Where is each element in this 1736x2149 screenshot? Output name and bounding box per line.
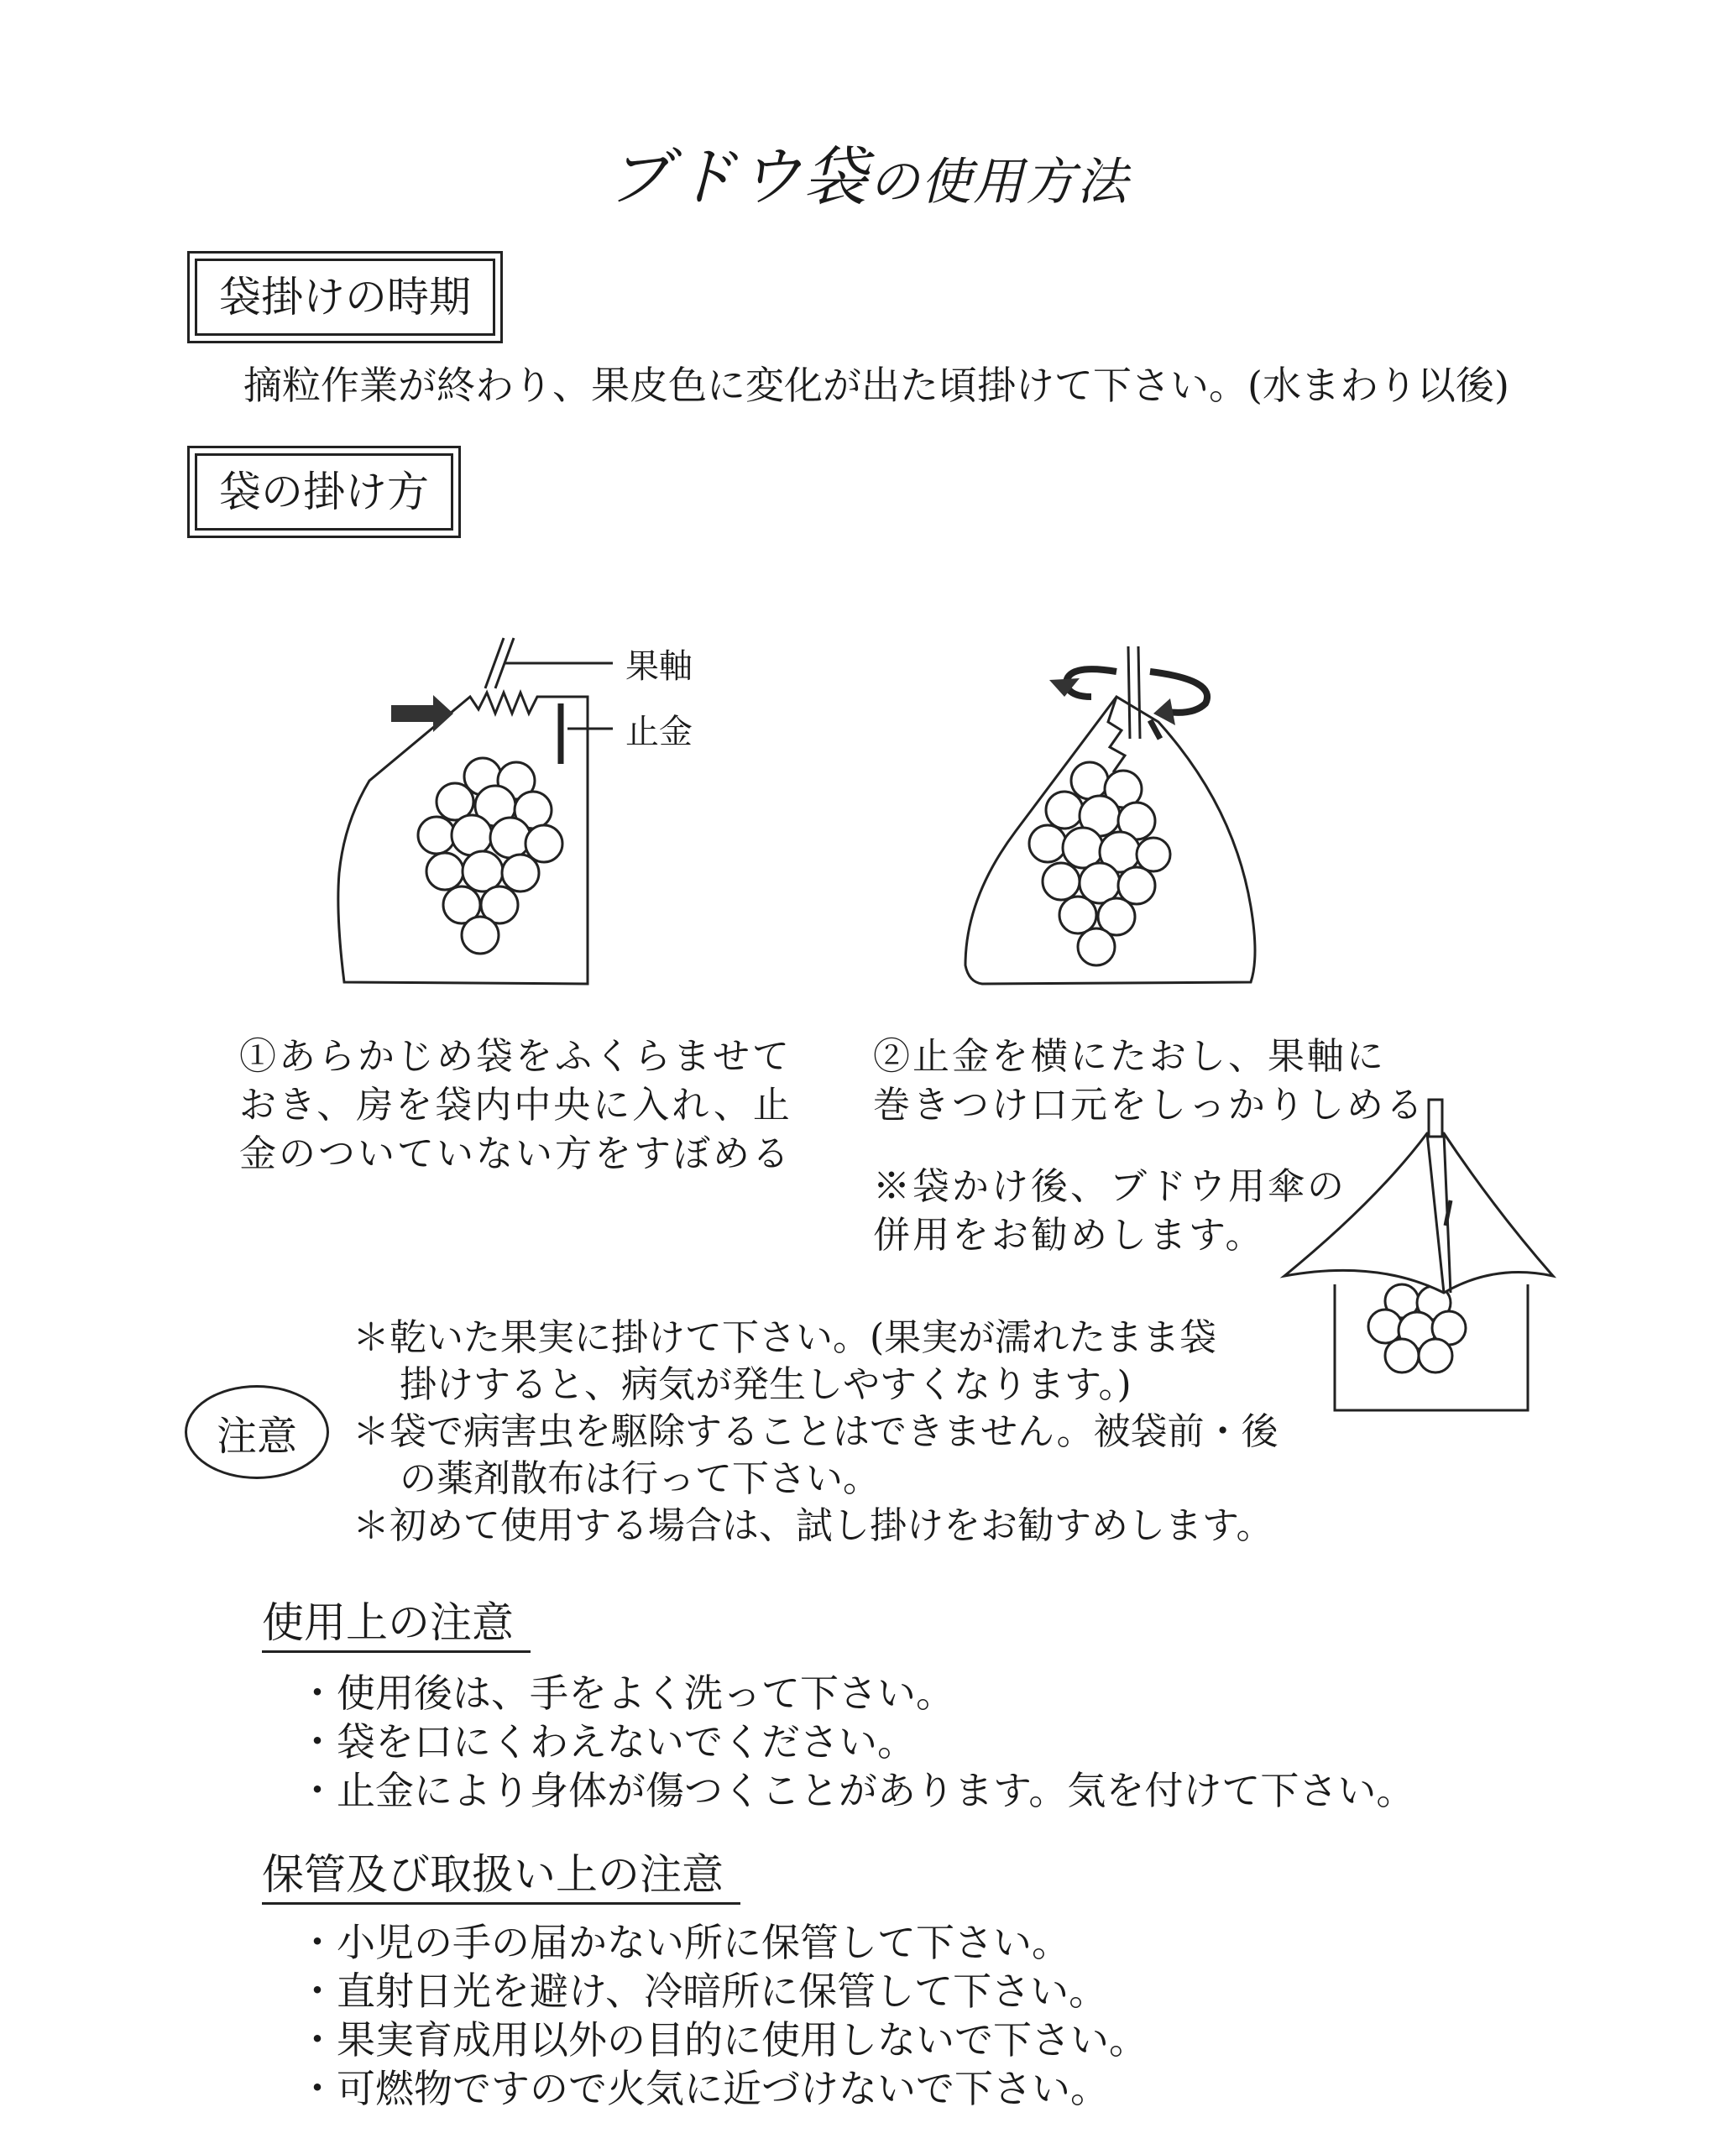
umbrella-illustration (1276, 1100, 1561, 1419)
storage-item: ・小児の手の届かない所に保管して下さい。 (298, 1920, 1070, 1965)
usage-list (298, 1669, 1414, 1815)
bag-illustration-step2 (965, 638, 1284, 1007)
step1-line: 金のついていない方をすぼめる (239, 1132, 792, 1175)
section-heading-timing: 袋掛けの時期 (195, 259, 495, 336)
umbrella-note-line: ※袋かけ後、ブドウ用傘の (873, 1165, 1346, 1208)
caution-item-cont: 掛けすると、病気が発生しやすくなります。) (400, 1363, 1132, 1406)
caution-list (353, 1315, 1278, 1550)
storage-heading: 保管及び取扱い上の注意 (262, 1847, 740, 1905)
label-stem: 果軸 (625, 647, 693, 686)
step1-line: おき、房を袋内中央に入れ、止 (239, 1084, 792, 1127)
caution-label: 注意 (185, 1385, 329, 1479)
usage-item: ・止金により身体が傷つくことがあります。気を付けて下さい。 (298, 1768, 1415, 1813)
caution-item: ＊乾いた果実に掛けて下さい。(果実が濡れたまま袋 (353, 1316, 1217, 1359)
step1-line: ①あらかじめ袋をふくらませて (239, 1035, 792, 1078)
title-sub: の使用方法 (869, 153, 1129, 212)
step2-line: 巻きつけ口元をしっかりしめる (873, 1084, 1425, 1127)
caution-item: ＊初めて使用する場合は、試し掛けをお勧すめします。 (353, 1504, 1273, 1547)
usage-item: ・袋を口にくわえないでください。 (298, 1719, 916, 1765)
section-heading-method: 袋の掛け方 (195, 453, 453, 531)
title-main: ブドウ袋 (607, 139, 869, 214)
storage-item: ・可燃物ですので火気に近づけないで下さい。 (298, 2066, 1109, 2111)
storage-item: ・直射日光を避け、冷暗所に保管して下さい。 (298, 1969, 1108, 2014)
caution-item: ＊袋で病害虫を駆除することはできません。被袋前・後 (353, 1410, 1278, 1453)
step2-line: ②止金を横にたおし、果軸に (873, 1035, 1386, 1078)
label-clip: 止金 (625, 713, 693, 751)
caution-item-cont: の薬剤散布は行って下さい。 (400, 1457, 880, 1500)
storage-item: ・果実育成用以外の目的に使用しないで下さい。 (298, 2017, 1148, 2063)
step1-caption (239, 1033, 792, 1179)
page-title (0, 126, 1736, 217)
storage-list (298, 1918, 1148, 2113)
umbrella-note-line: 併用をお勧めします。 (873, 1214, 1265, 1257)
timing-text: 摘粒作業が終わり、果皮色に変化が出た頃掛けて下さい。(水まわり以後) (243, 363, 1509, 408)
bag-illustration-step1 (336, 621, 806, 1007)
usage-item: ・使用後は、手をよく洗って下さい。 (298, 1671, 954, 1716)
usage-heading: 使用上の注意 (262, 1595, 531, 1653)
